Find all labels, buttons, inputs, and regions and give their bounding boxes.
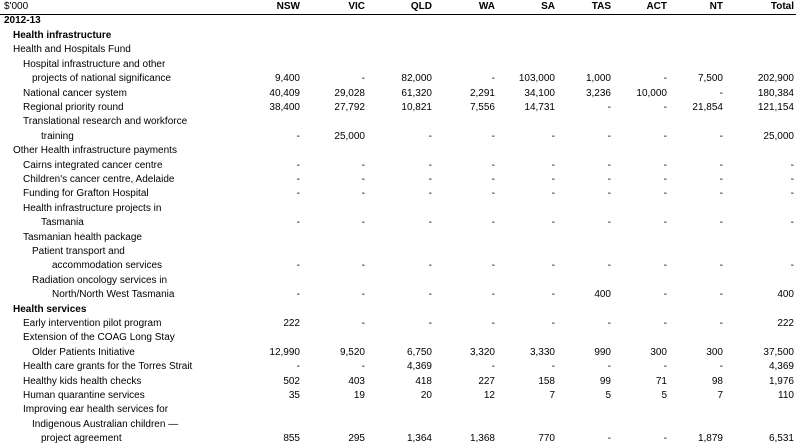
col-header-wa: WA [478,1,495,12]
cell-sa: - [551,159,555,171]
row-label: projects of national significance [32,73,171,85]
cell-sa: - [551,174,555,185]
col-header-vic: VIC [348,1,365,12]
cell-total: - [790,159,794,171]
cell-nsw: 9,400 [274,73,300,85]
cell-act: 10,000 [636,87,667,99]
col-header-sa: SA [541,1,555,12]
cell-act: - [663,318,667,329]
table-row [0,173,796,187]
table-row [0,202,796,216]
cell-nsw: 12,990 [269,346,300,358]
cell-act: - [663,102,667,113]
table-row [0,115,796,129]
cell-tas: - [607,433,611,445]
cell-wa: 12 [483,390,495,401]
cell-nsw: - [296,174,300,185]
table-row [0,418,796,432]
cell-vic: - [361,217,365,229]
row-label: Cairns integrated cancer centre [23,159,163,171]
cell-tas: - [607,102,611,113]
cell-act: - [663,174,667,185]
row-label: Other Health infrastructure payments [13,145,177,157]
cell-wa: 7,556 [469,102,495,113]
cell-nsw: 855 [283,433,300,445]
cell-nt: - [719,87,723,99]
cell-total: 4,369 [768,361,794,373]
cell-tas: - [607,318,611,329]
cell-total: 110 [778,390,794,401]
cell-act: - [663,130,667,142]
row-label: National cancer system [23,87,127,99]
cell-qld: 61,320 [401,87,432,99]
cell-tas: - [607,361,611,373]
row-label: Funding for Grafton Hospital [23,188,149,200]
cell-sa: - [551,130,555,142]
table-row [0,389,796,403]
cell-tas: - [607,217,611,229]
cell-qld: 82,000 [401,73,432,85]
cell-total: 180,384 [757,87,794,99]
table-row [0,346,796,360]
cell-nt: - [719,130,723,142]
table-row [0,303,796,317]
col-header-total: Total [770,1,794,12]
cell-sa: 158 [538,375,555,387]
cell-total: 1,976 [768,375,794,387]
cell-wa: - [491,130,495,142]
row-label: Patient transport and [32,246,125,257]
cell-total: - [790,174,794,185]
cell-vic: - [361,159,365,171]
table-row [0,317,796,331]
cell-total: - [790,217,794,229]
cell-nsw: - [296,260,300,272]
cell-act: - [663,73,667,85]
cell-qld: 10,821 [401,102,432,113]
cell-vic: 403 [348,375,365,387]
cell-total: 400 [777,289,794,301]
table-row [0,101,796,115]
cell-qld: 4,369 [406,361,432,373]
cell-nt: - [719,318,723,329]
cell-nt: - [719,217,723,229]
table-row [0,187,796,201]
cell-act: 71 [655,375,667,387]
cell-qld: 6,750 [406,346,432,358]
cell-nsw: - [296,188,300,200]
row-label: Regional priority round [23,102,124,113]
row-label: Health care grants for the Torres Strait [23,361,193,373]
cell-nsw: - [296,289,300,301]
table-header-row [0,0,796,15]
row-label: Healthy kids health checks [23,375,142,387]
cell-total: 25,000 [763,130,794,142]
table-row [0,259,796,273]
table-row [0,43,796,57]
cell-wa: - [491,361,495,373]
col-header-act: ACT [646,1,667,12]
cell-qld: - [428,217,432,229]
cell-wa: - [491,159,495,171]
cell-vic: 9,520 [339,346,365,358]
table-row [0,432,796,446]
cell-sa: - [551,318,555,329]
cell-vic: 29,028 [334,87,365,99]
cell-vic: - [361,73,365,85]
table-row [0,288,796,302]
table-row [0,58,796,72]
cell-wa: - [491,174,495,185]
cell-total: 6,531 [768,433,794,445]
cell-vic: - [361,260,365,272]
cell-nsw: 502 [283,375,300,387]
row-label: North/North West Tasmania [52,289,175,301]
cell-sa: - [551,217,555,229]
cell-qld: 20 [420,390,432,401]
cell-total: 121,154 [757,102,794,113]
cell-qld: - [428,260,432,272]
row-label: Hospital infrastructure and other [23,58,166,70]
cell-act: - [663,159,667,171]
col-header-nsw: NSW [276,1,300,12]
cell-act: - [663,188,667,200]
table-row [0,144,796,158]
col-header-tas: TAS [591,1,611,12]
cell-vic: - [361,188,365,200]
row-label: Radiation oncology services in [32,274,168,286]
cell-tas: 1,000 [585,73,611,85]
cell-nt: - [719,188,723,200]
row-label: training [41,130,74,142]
cell-nt: 1,879 [697,433,723,445]
row-label: Indigenous Australian children — [32,418,179,430]
row-label: Children's cancer centre, Adelaide [23,174,175,185]
cell-wa: - [491,73,495,85]
cell-qld: - [428,130,432,142]
cell-nsw: 222 [283,318,300,329]
cell-nsw: 38,400 [269,102,300,113]
row-label: Tasmania [41,217,84,229]
row-label: Health infrastructure [13,30,112,41]
row-label: Extension of the COAG Long Stay [23,332,175,344]
row-label: accommodation services [52,260,163,272]
cell-sa: 770 [538,433,555,445]
row-label: project agreement [41,433,122,445]
cell-sa: - [551,361,555,373]
row-label: Health and Hospitals Fund [13,44,131,56]
cell-nt: - [719,289,723,301]
cell-tas: - [607,130,611,142]
cell-sa: 7 [549,390,555,401]
cell-qld: - [428,159,432,171]
cell-act: - [663,260,667,272]
cell-nsw: - [296,130,300,142]
cell-act: - [663,361,667,373]
table-row [0,331,796,345]
cell-qld: 1,364 [406,433,432,445]
row-label: Translational research and workforce [23,116,188,128]
cell-qld: - [428,318,432,329]
row-label: Health infrastructure projects in [23,202,162,214]
cell-vic: - [361,361,365,373]
cell-tas: 990 [594,346,611,358]
cell-nt: - [719,174,723,185]
cell-tas: - [607,188,611,200]
table-row [0,375,796,389]
cell-tas: 5 [605,390,611,401]
cell-wa: - [491,217,495,229]
cell-tas: - [607,159,611,171]
cell-wa: - [491,318,495,329]
cell-tas: 3,236 [585,87,611,99]
cell-tas: 99 [599,375,611,387]
cell-wa: - [491,188,495,200]
cell-sa: 103,000 [518,73,555,85]
cell-nt: - [719,361,723,373]
cell-tas: 400 [594,289,611,301]
cell-nt: 98 [711,375,723,387]
cell-wa: 2,291 [469,87,495,99]
cell-nsw: - [296,159,300,171]
cell-sa: 3,330 [529,346,555,358]
cell-act: - [663,289,667,301]
cell-nsw: - [296,217,300,229]
cell-act: 300 [650,346,667,358]
cell-nt: - [719,260,723,272]
cell-vic: - [361,289,365,301]
cell-vic: 27,792 [334,102,365,113]
table-row [0,274,796,288]
table-row [0,29,796,43]
cell-nt: 7,500 [697,73,723,85]
table-row [0,245,796,259]
col-header-qld: QLD [410,1,432,12]
cell-qld: - [428,188,432,200]
cell-tas: - [607,174,611,185]
cell-nt: 300 [706,346,723,358]
cell-qld: - [428,174,432,185]
cell-wa: - [491,260,495,272]
cell-sa: - [551,289,555,301]
cell-act: - [663,217,667,229]
row-label: Early intervention pilot program [23,318,162,329]
cell-vic: - [361,174,365,185]
cell-wa: 1,368 [469,433,495,445]
cell-total: - [790,188,794,200]
cell-total: 202,900 [757,73,794,85]
cell-nsw: 35 [288,390,300,401]
cell-qld: 418 [415,375,432,387]
table-row [0,216,796,230]
cell-total: 222 [777,318,794,329]
cell-nt: - [719,159,723,171]
cell-vic: 25,000 [334,130,365,142]
cell-vic: 19 [353,390,365,401]
cell-sa: - [551,188,555,200]
cell-qld: - [428,289,432,301]
row-label: Human quarantine services [23,390,145,401]
cell-wa: 3,320 [469,346,495,358]
table-row [0,231,796,245]
cell-vic: - [361,318,365,329]
table-row [0,130,796,144]
col-header-nt: NT [709,1,723,12]
cell-total: 37,500 [763,346,794,358]
cell-sa: - [551,260,555,272]
cell-vic: 295 [348,433,365,445]
cell-tas: - [607,260,611,272]
cell-act: 5 [661,390,667,401]
cell-total: - [790,260,794,272]
cell-nt: 21,854 [692,102,723,113]
table-row [0,360,796,374]
cell-wa: - [491,289,495,301]
table-row [0,159,796,173]
cell-nt: 7 [717,390,723,401]
cell-act: - [663,433,667,445]
table-row [0,87,796,101]
cell-nsw: - [296,361,300,373]
table-row [0,72,796,86]
cell-sa: 34,100 [524,87,555,99]
row-label: Tasmanian health package [23,231,142,243]
cell-sa: 14,731 [524,102,555,113]
table-row [0,403,796,417]
year-row [0,14,796,28]
unit-label: $'000 [4,1,29,12]
cell-wa: 227 [478,375,495,387]
row-label: Improving ear health services for [23,404,169,416]
row-label: Health services [13,303,87,315]
row-label: Older Patients Initiative [32,346,135,358]
cell-nsw: 40,409 [269,87,300,99]
year-label: 2012-13 [4,15,41,26]
